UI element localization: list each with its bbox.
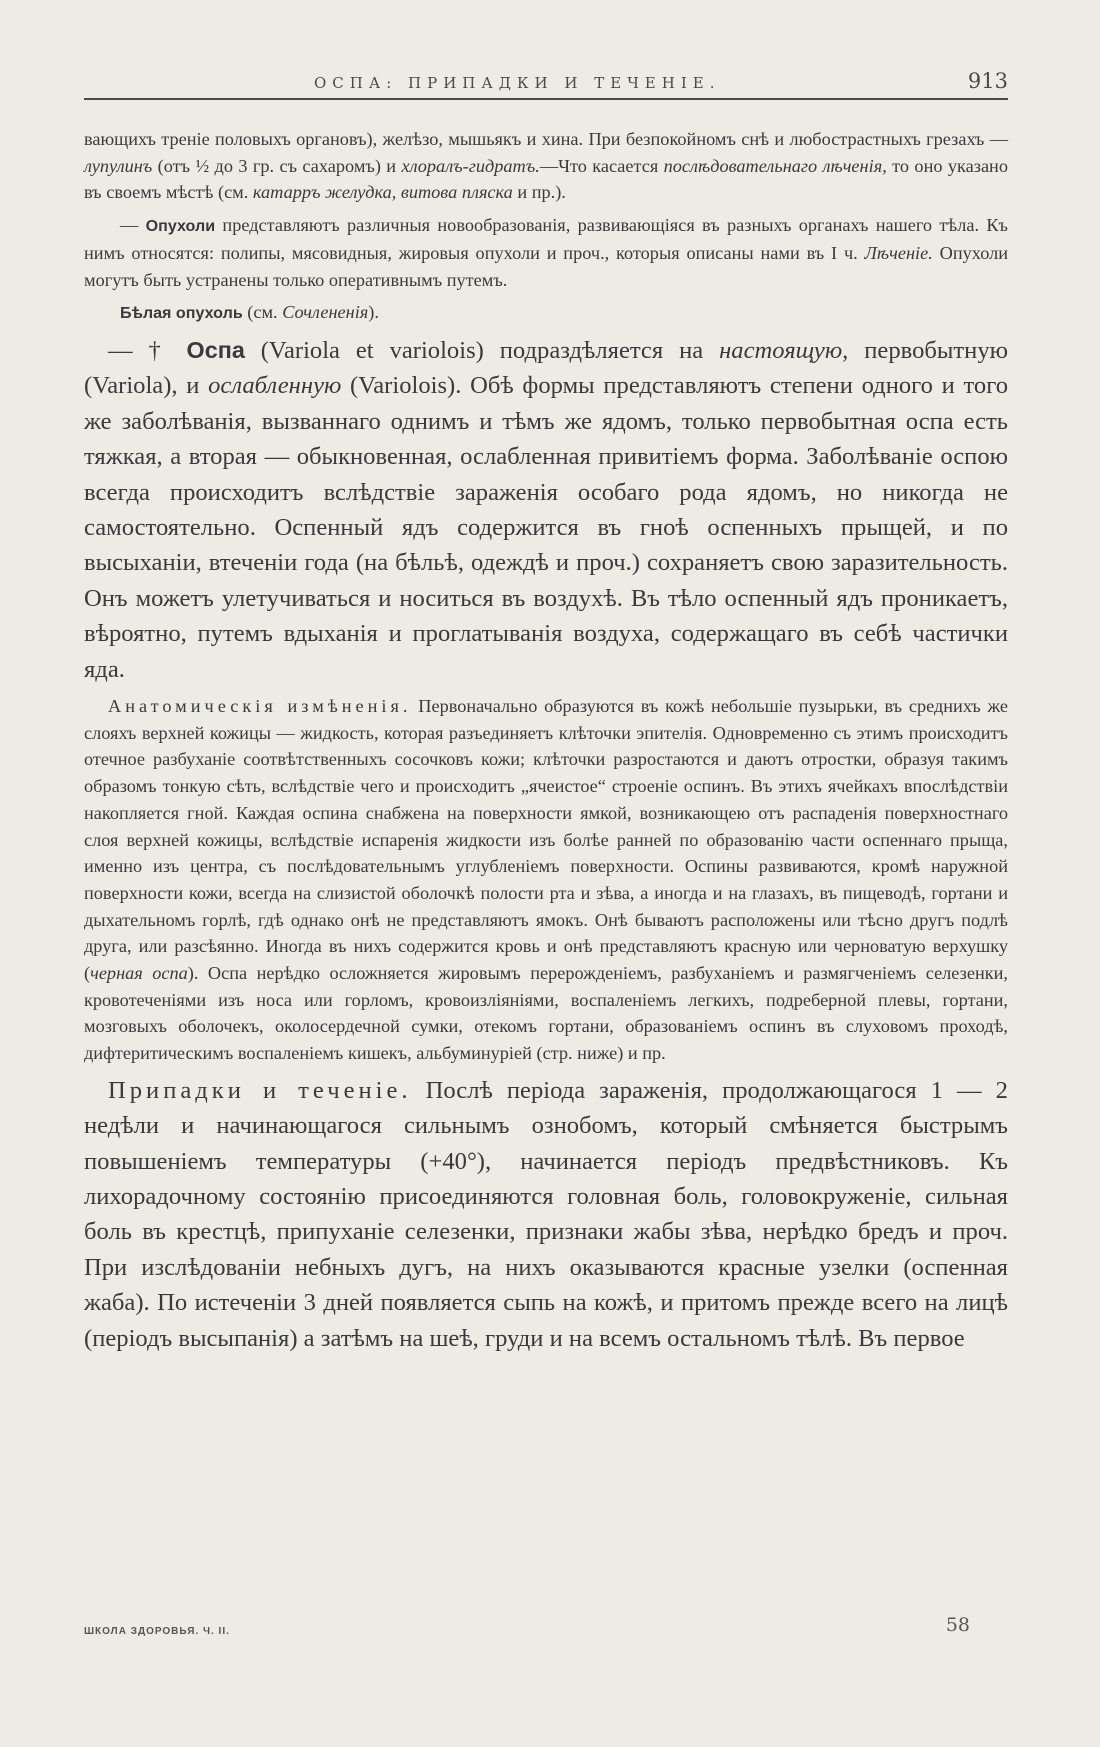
entry-term: Бѣлая опухоль: [120, 304, 243, 323]
text-run: Опухоли могутъ быть устранены только оперативнымъ путемъ.: [84, 242, 1008, 290]
emphasis: настоящую,: [719, 336, 849, 364]
text-run: (Variolois). Обѣ формы представляютъ степени одного и того же заболѣванія, вызваннаго однимъ и тѣмъ же ядомъ, только первобытная оспа есть тяжкая, а вторая — обыкновенная, ослабленная привитіемъ форма. Заболѣваніе оспою всегда происходитъ вслѣдствіе зараженія особаго рода ядомъ, но никогда не самостоятельно. Оспенный ядъ содержится въ гноѣ оспенныхъ прыщей, и по высыханіи, втеченіи года (на бѣльѣ, одеждѣ и проч.) сохраняетъ свою заразительность. Онъ можетъ улетучиваться и носиться въ воздухѣ. Въ тѣло оспенный ядъ проникаетъ, вѣроятно, путемъ вдыханія и проглатыванія воздуха, содержащаго въ себѣ частички яда.: [84, 372, 1008, 683]
text-run: (отъ ½ до 3 гр. съ сахаромъ) и: [152, 155, 402, 176]
text-run: (Variola et varioloіs) подраздѣляется на: [244, 336, 720, 364]
emphasis: послѣдовательнаго лѣченія,: [663, 155, 887, 176]
emphasis: катарръ желудка, витова пляска: [252, 182, 513, 203]
entry-tumors: [84, 212, 1008, 293]
emphasis: Лѣченіе.: [864, 242, 933, 263]
page-footer: [84, 1614, 1008, 1654]
section-anatomical-changes: [84, 693, 1008, 1067]
entry-smallpox: [84, 333, 1008, 687]
emphasis: Сочлененія: [282, 302, 369, 323]
text-run: и пр.).: [512, 182, 566, 203]
text-run: —Что касается: [539, 155, 664, 176]
entry-dash: —: [120, 215, 146, 236]
text-run: ).: [368, 302, 379, 323]
section-heading: Припадки и теченіе.: [108, 1076, 412, 1104]
entry-term: Оспа: [186, 336, 245, 363]
entry-term: Опухоли: [145, 217, 216, 236]
entry-white-tumor: [84, 299, 1008, 327]
section-heading: Анатомическія измѣненія.: [108, 695, 412, 716]
emphasis: ослабленную: [208, 372, 342, 400]
text-run: Послѣ періода зараженія, продолжающагося 1 — 2 недѣли и начинающагося сильнымъ ознобомъ, который смѣняется быстрымъ повышеніемъ температуры (+40°), начинается періодъ предвѣстниковъ. Къ лихорадочному состоянію присоединяются головная боль, головокруженіе, сильная боль въ крестцѣ, припуханіе селезенки, признаки жабы зѣва, нерѣдко бредъ и проч. При изслѣдованіи небныхъ дугъ, на нихъ оказываются красные узелки (оспенная жаба). По истеченіи 3 дней появляется сыпь на кожѣ, и притомъ прежде всего на лицѣ (періодъ высыпанія) а затѣмъ на шеѣ, груди и на всемъ остальномъ тѣлѣ. Въ первое: [84, 1076, 1008, 1352]
body-text: [84, 126, 1008, 1362]
text-run: вающихъ треніе половыхъ органовъ), желѣзо, мышьякъ и хина. При безпокойномъ снѣ и любострастныхъ грезахъ —: [84, 129, 1008, 149]
paragraph-treatment-continuation: [84, 126, 1008, 206]
running-header: [84, 64, 1008, 100]
emphasis: черная оспа: [90, 963, 188, 984]
page-number: 913: [967, 69, 1008, 93]
book-title: ШКОЛА ЗДОРОВЬЯ. Ч. II.: [84, 1626, 230, 1637]
text-run: то оно указано въ своемъ мѣстѣ (см.: [84, 155, 1008, 203]
entry-dash: — †: [108, 336, 187, 364]
text-run: Первоначально образуются въ кожѣ небольшіе пузырьки, въ среднихъ же слояхъ верхней кожицы — жидкость, которая разъединяетъ клѣточки эпителія. Одновременно съ этимъ происходитъ отечное разбуханіе соотвѣтственныхъ сосочковъ кожи; клѣточки разростаются и даютъ отростки, образуя такимъ образомъ тонкую сѣть, вслѣдствіе чего и происходитъ „ячеистое“ строеніе оспинъ. Въ этихъ ячейкахъ впослѣдствіи накопляется гной. Каждая оспина снабжена на поверхности ямкой, возникающею отъ распаденія поверхностнаго слоя верхней кожицы, вслѣдствіе испаренія жидкости изъ болѣе ранней по образованію части оспеннаго прыща, именно изъ центра, съ послѣдовательнымъ углубленіемъ поверхности. Оспины развиваются, кромѣ наружной поверхности кожи, всегда на слизистой оболочкѣ полости рта и зѣва, а иногда и на глазахъ, въ пищеводѣ, гортани и дыхательномъ горлѣ, гдѣ однако онѣ не представляютъ ямокъ. Онѣ бываютъ расположены или тѣсно другъ подлѣ друга, или разсѣянно. Иногда въ нихъ содержится кровь и онѣ представляютъ красную или черноватую верхушку (: [84, 695, 1008, 984]
emphasis: хлоралъ-гидратъ.: [401, 155, 540, 176]
text-run: представляютъ различныя новообразованія, развивающіяся въ разныхъ органахъ нашего тѣла. Къ нимъ относятся: полипы, мясовидныя, жировыя опухоли и проч., которыя описаны нами въ I ч.: [84, 215, 1009, 263]
emphasis: лупулинъ: [84, 155, 153, 176]
text-run: ). Оспа нерѣдко осложняется жировымъ перерожденіемъ, разбуханіемъ и размягченіемъ селезенки, кровотеченіями изъ носа или горломъ, кровоизліяніями, воспаленіемъ легкихъ, подреберной плевы, гортани, мозговыхъ оболочекъ, околосердечной сумки, отекомъ гортани, образованіемъ оспинъ въ слуховомъ проходѣ, дифтеритическимъ воспаленіемъ кишекъ, альбуминуріей (стр. ниже) и пр.: [84, 963, 1008, 1064]
text-run: (см.: [242, 302, 283, 323]
section-symptoms-course: [84, 1073, 1008, 1356]
text-run: первобытную (Variola), и: [84, 336, 1008, 400]
running-title: ОСПА: ПРИПАДКИ И ТЕЧЕНІЕ.: [314, 74, 721, 92]
signature-mark: 58: [945, 1614, 970, 1636]
